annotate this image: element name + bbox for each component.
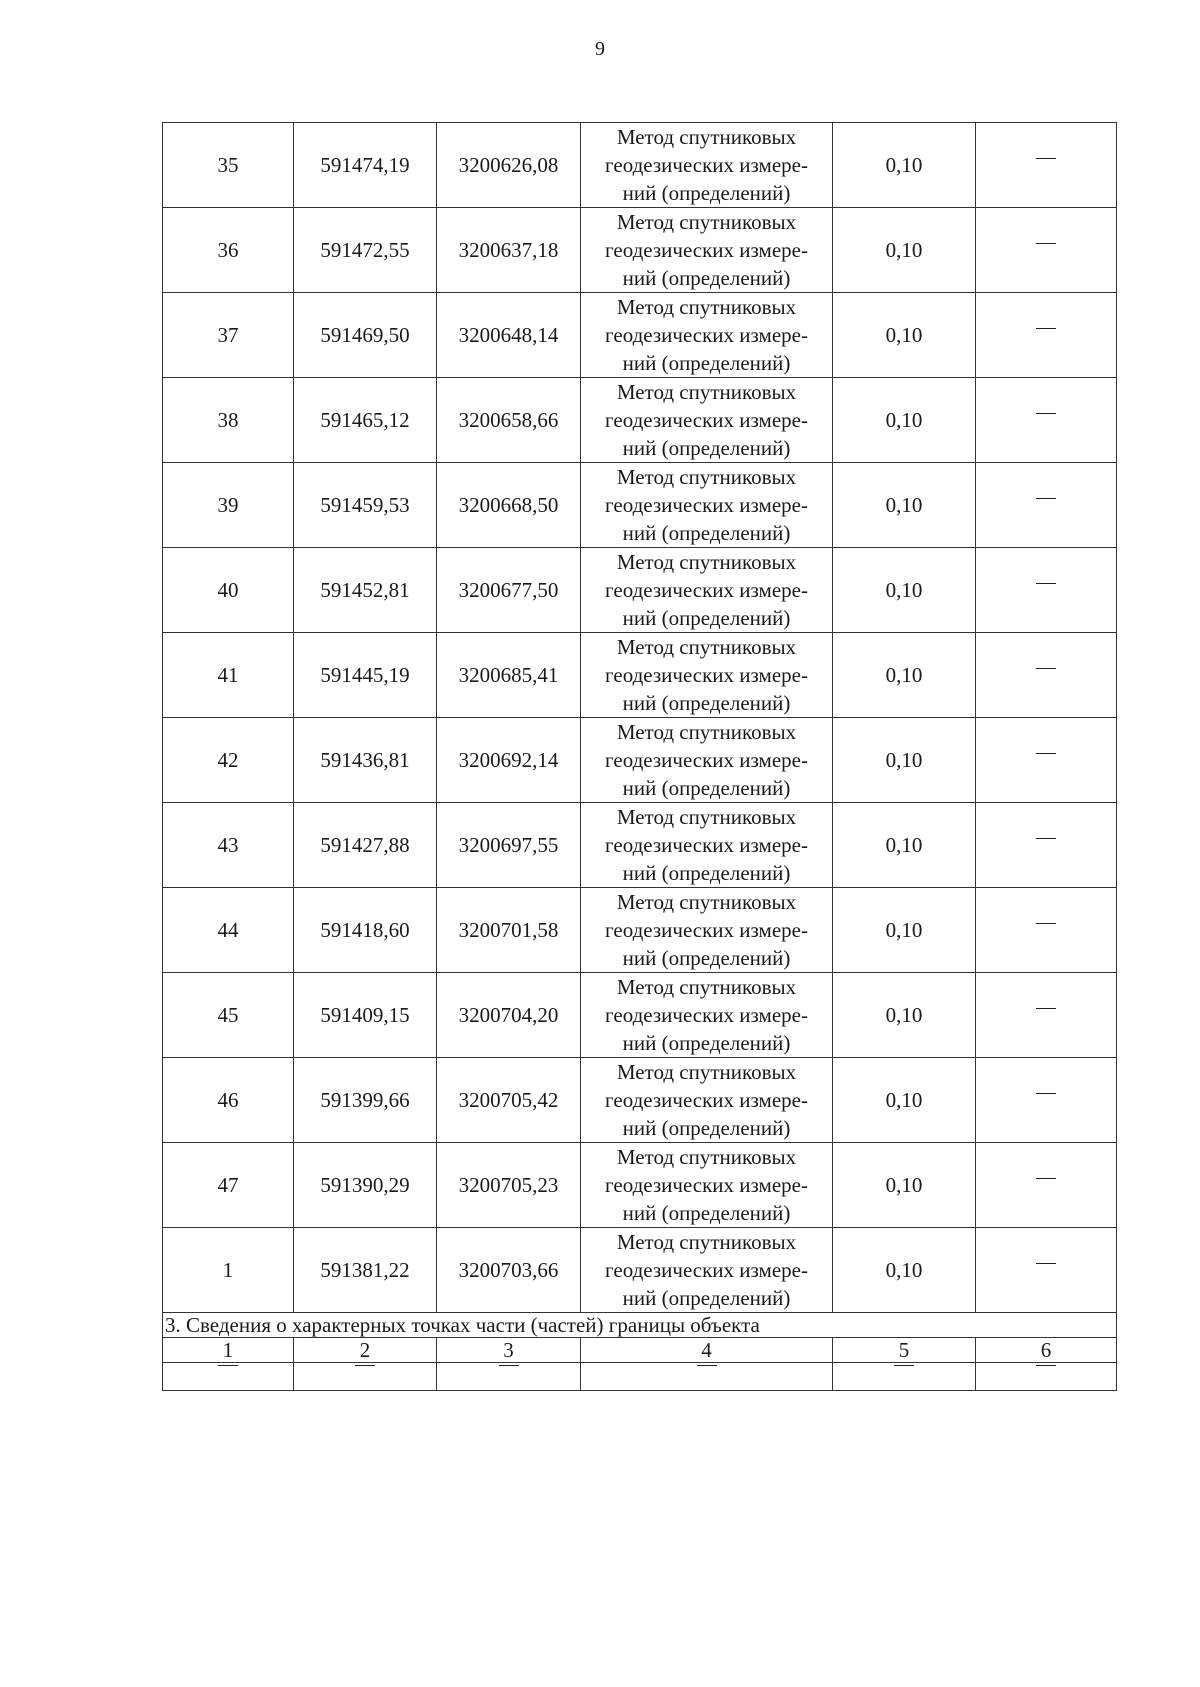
method-cell <box>581 803 833 888</box>
method-line: Метод спутниковых <box>616 635 797 659</box>
precision-value: 0,10 <box>833 973 976 1058</box>
dash-mark <box>1036 1178 1056 1207</box>
point-number: 38 <box>163 378 294 463</box>
precision-value: 0,10 <box>833 1228 976 1313</box>
point-number: 46 <box>163 1058 294 1143</box>
point-number: 1 <box>163 1228 294 1313</box>
dash-mark <box>499 1365 519 1390</box>
y-coordinate: 3200648,14 <box>437 293 581 378</box>
table-row <box>163 973 1117 1058</box>
table-row <box>163 888 1117 973</box>
method-cell <box>581 888 833 973</box>
empty-dash-cell <box>581 1363 833 1391</box>
x-coordinate: 591445,19 <box>294 633 437 718</box>
method-line: Метод спутниковых <box>616 125 797 149</box>
precision-value: 0,10 <box>833 378 976 463</box>
method-cell <box>581 1228 833 1313</box>
point-number: 44 <box>163 888 294 973</box>
empty-dash-cell <box>833 1363 976 1391</box>
method-cell <box>581 718 833 803</box>
table-row <box>163 123 1117 208</box>
method-cell <box>581 973 833 1058</box>
method-line: геодезических измере- <box>605 1173 808 1197</box>
method-line: Метод спутниковых <box>616 465 797 489</box>
point-number: 36 <box>163 208 294 293</box>
method-line: геодезических измере- <box>605 833 808 857</box>
point-number: 40 <box>163 548 294 633</box>
x-coordinate: 591381,22 <box>294 1228 437 1313</box>
y-coordinate: 3200677,50 <box>437 548 581 633</box>
method-line: Метод спутниковых <box>616 720 797 744</box>
method-line: ний (определений) <box>622 1116 791 1140</box>
method-cell <box>581 463 833 548</box>
dash-mark <box>1036 838 1056 867</box>
description-cell <box>976 718 1117 803</box>
method-line: геодезических измере- <box>605 323 808 347</box>
method-line: Метод спутниковых <box>616 1060 797 1084</box>
x-coordinate: 591459,53 <box>294 463 437 548</box>
dash-mark <box>1036 328 1056 357</box>
precision-value: 0,10 <box>833 1143 976 1228</box>
empty-dash-cell <box>294 1363 437 1391</box>
column-number-row <box>163 1338 1117 1363</box>
method-line: ний (определений) <box>622 266 791 290</box>
description-cell <box>976 888 1117 973</box>
precision-value: 0,10 <box>833 208 976 293</box>
method-cell <box>581 1058 833 1143</box>
table-row <box>163 1228 1117 1313</box>
y-coordinate: 3200704,20 <box>437 973 581 1058</box>
precision-value: 0,10 <box>833 293 976 378</box>
dash-mark <box>1036 1365 1056 1390</box>
empty-dash-cell <box>437 1363 581 1391</box>
method-cell <box>581 378 833 463</box>
column-number: 5 <box>833 1338 976 1363</box>
method-line: Метод спутниковых <box>616 380 797 404</box>
y-coordinate: 3200692,14 <box>437 718 581 803</box>
method-line: ний (определений) <box>622 521 791 545</box>
point-number: 42 <box>163 718 294 803</box>
method-line: Метод спутниковых <box>616 295 797 319</box>
method-line: Метод спутниковых <box>616 1230 797 1254</box>
x-coordinate: 591427,88 <box>294 803 437 888</box>
dash-mark <box>1036 923 1056 952</box>
method-line: геодезических измере- <box>605 1003 808 1027</box>
dash-mark <box>1036 243 1056 272</box>
description-cell <box>976 123 1117 208</box>
method-line: геодезических измере- <box>605 1088 808 1112</box>
method-line: геодезических измере- <box>605 493 808 517</box>
x-coordinate: 591474,19 <box>294 123 437 208</box>
method-line: ний (определений) <box>622 436 791 460</box>
description-cell <box>976 633 1117 718</box>
points-table-body <box>163 123 1117 1313</box>
method-line: ний (определений) <box>622 776 791 800</box>
column-number: 3 <box>437 1338 581 1363</box>
method-line: ний (определений) <box>622 1031 791 1055</box>
precision-value: 0,10 <box>833 803 976 888</box>
method-line: геодезических измере- <box>605 153 808 177</box>
method-cell <box>581 1143 833 1228</box>
method-line: Метод спутниковых <box>616 890 797 914</box>
table-row <box>163 293 1117 378</box>
description-cell <box>976 803 1117 888</box>
dash-mark <box>1036 498 1056 527</box>
method-line: Метод спутниковых <box>616 805 797 829</box>
dash-mark <box>1036 583 1056 612</box>
description-cell <box>976 1058 1117 1143</box>
method-cell <box>581 123 833 208</box>
dash-mark <box>1036 158 1056 187</box>
method-line: геодезических измере- <box>605 663 808 687</box>
dash-mark <box>894 1365 914 1390</box>
table-row <box>163 1143 1117 1228</box>
y-coordinate: 3200685,41 <box>437 633 581 718</box>
y-coordinate: 3200705,42 <box>437 1058 581 1143</box>
boundary-points-table <box>162 122 1117 1391</box>
precision-value: 0,10 <box>833 548 976 633</box>
description-cell <box>976 1228 1117 1313</box>
description-cell <box>976 378 1117 463</box>
precision-value: 0,10 <box>833 123 976 208</box>
method-line: Метод спутниковых <box>616 210 797 234</box>
y-coordinate: 3200626,08 <box>437 123 581 208</box>
dash-mark <box>1036 668 1056 697</box>
point-number: 45 <box>163 973 294 1058</box>
method-cell <box>581 633 833 718</box>
point-number: 43 <box>163 803 294 888</box>
table-row <box>163 463 1117 548</box>
method-line: Метод спутниковых <box>616 975 797 999</box>
y-coordinate: 3200637,18 <box>437 208 581 293</box>
column-number: 6 <box>976 1338 1117 1363</box>
y-coordinate: 3200658,66 <box>437 378 581 463</box>
method-line: геодезических измере- <box>605 918 808 942</box>
x-coordinate: 591399,66 <box>294 1058 437 1143</box>
dash-mark <box>1036 413 1056 442</box>
point-number: 37 <box>163 293 294 378</box>
description-cell <box>976 1143 1117 1228</box>
precision-value: 0,10 <box>833 888 976 973</box>
method-line: ний (определений) <box>622 861 791 885</box>
method-line: ний (определений) <box>622 351 791 375</box>
method-line: геодезических измере- <box>605 748 808 772</box>
point-number: 35 <box>163 123 294 208</box>
method-line: ний (определений) <box>622 181 791 205</box>
precision-value: 0,10 <box>833 1058 976 1143</box>
precision-value: 0,10 <box>833 633 976 718</box>
page-number: 9 <box>595 38 605 60</box>
description-cell <box>976 973 1117 1058</box>
column-number: 2 <box>294 1338 437 1363</box>
method-line: Метод спутниковых <box>616 550 797 574</box>
description-cell <box>976 293 1117 378</box>
dash-mark <box>1036 1093 1056 1122</box>
method-line: ний (определений) <box>622 1286 791 1310</box>
dash-mark <box>1036 1263 1056 1292</box>
precision-value: 0,10 <box>833 718 976 803</box>
method-line: геодезических измере- <box>605 578 808 602</box>
empty-dash-cell <box>976 1363 1117 1391</box>
method-cell <box>581 548 833 633</box>
x-coordinate: 591390,29 <box>294 1143 437 1228</box>
method-line: ний (определений) <box>622 946 791 970</box>
dash-mark <box>218 1365 238 1390</box>
section-3-heading-row <box>163 1313 1117 1338</box>
dash-mark <box>1036 753 1056 782</box>
x-coordinate: 591436,81 <box>294 718 437 803</box>
table-row <box>163 1058 1117 1143</box>
table-row <box>163 208 1117 293</box>
method-line: ний (определений) <box>622 1201 791 1225</box>
method-line: геодезических измере- <box>605 238 808 262</box>
table-row <box>163 378 1117 463</box>
table-row <box>163 803 1117 888</box>
description-cell <box>976 548 1117 633</box>
x-coordinate: 591418,60 <box>294 888 437 973</box>
table-row <box>163 718 1117 803</box>
table-row <box>163 548 1117 633</box>
method-line: Метод спутниковых <box>616 1145 797 1169</box>
section-3-title: 3. Сведения о характерных точках части (частей) границы объекта <box>163 1313 1117 1338</box>
point-number: 39 <box>163 463 294 548</box>
empty-dash-cell <box>163 1363 294 1391</box>
method-line: геодезических измере- <box>605 408 808 432</box>
x-coordinate: 591465,12 <box>294 378 437 463</box>
y-coordinate: 3200703,66 <box>437 1228 581 1313</box>
y-coordinate: 3200701,58 <box>437 888 581 973</box>
x-coordinate: 591452,81 <box>294 548 437 633</box>
column-number: 4 <box>581 1338 833 1363</box>
table-row <box>163 633 1117 718</box>
y-coordinate: 3200705,23 <box>437 1143 581 1228</box>
point-number: 47 <box>163 1143 294 1228</box>
method-cell <box>581 293 833 378</box>
y-coordinate: 3200668,50 <box>437 463 581 548</box>
x-coordinate: 591409,15 <box>294 973 437 1058</box>
dash-mark <box>355 1365 375 1390</box>
dash-mark <box>1036 1008 1056 1037</box>
dash-mark <box>697 1365 717 1390</box>
method-cell <box>581 208 833 293</box>
description-cell <box>976 208 1117 293</box>
method-line: ний (определений) <box>622 606 791 630</box>
point-number: 41 <box>163 633 294 718</box>
description-cell <box>976 463 1117 548</box>
y-coordinate: 3200697,55 <box>437 803 581 888</box>
section-3-block <box>163 1313 1117 1391</box>
method-line: геодезических измере- <box>605 1258 808 1282</box>
x-coordinate: 591472,55 <box>294 208 437 293</box>
method-line: ний (определений) <box>622 691 791 715</box>
column-number: 1 <box>163 1338 294 1363</box>
precision-value: 0,10 <box>833 463 976 548</box>
x-coordinate: 591469,50 <box>294 293 437 378</box>
section-3-empty-row <box>163 1363 1117 1391</box>
